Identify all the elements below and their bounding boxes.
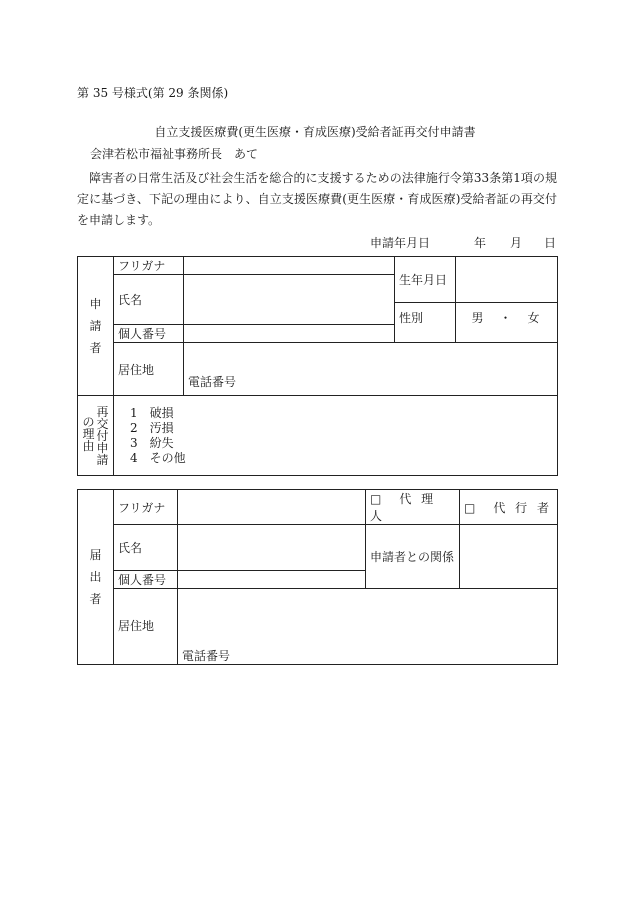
notifier-table xyxy=(77,489,558,665)
notifier-name-label: 氏名 xyxy=(114,525,178,571)
reason-option-2[interactable]: 2 汚損 xyxy=(130,421,174,435)
body-text: 障害者の日常生活及び社会生活を総合的に支援するための法律施行令第33条第1項の規定に基づき、下記の理由により、自立支援医療費(更生医療・育成医療)受給者証の再交付を申請します。 xyxy=(77,171,557,227)
notifier-section-label: 届 出 者 xyxy=(78,490,114,665)
applicant-id-label: 個人番号 xyxy=(114,325,184,343)
relation-label: 申請者との関係 xyxy=(366,525,460,589)
reason-options[interactable] xyxy=(114,396,558,476)
date-year: 年 xyxy=(473,236,486,250)
notifier-id-field[interactable] xyxy=(178,571,366,589)
date-month: 月 xyxy=(509,236,522,250)
reason-section-label: の 理 由 再 交 付 申 請 xyxy=(78,396,114,476)
notifier-id-label: 個人番号 xyxy=(114,571,178,589)
notifier-furigana-label: フリガナ xyxy=(114,490,178,525)
applicant-furigana-label: フリガナ xyxy=(114,257,184,275)
notifier-address-field[interactable] xyxy=(178,589,558,665)
date-day: 日 xyxy=(543,236,556,250)
notifier-furigana-field[interactable] xyxy=(178,490,366,525)
applicant-address-label: 居住地 xyxy=(114,343,184,396)
reason-option-3[interactable]: 3 紛失 xyxy=(130,436,174,450)
agent-checkbox[interactable]: □ 代 理 人 xyxy=(366,490,460,525)
reason-option-1[interactable]: 1 破損 xyxy=(130,406,174,420)
applicant-table xyxy=(77,256,558,476)
date-label: 申請年月日 xyxy=(369,236,430,250)
document-title: 自立支援医療費(更生医療・育成医療)受給者証再交付申請書 xyxy=(154,125,476,139)
applicant-phone-label: 電話番号 xyxy=(188,375,237,389)
applicant-address-field[interactable] xyxy=(184,343,558,396)
relation-field[interactable] xyxy=(460,525,558,589)
applicant-section-label: 申 請 者 xyxy=(78,257,114,396)
birthdate-field[interactable] xyxy=(456,257,558,303)
proxy-checkbox[interactable]: □ 代 行 者 xyxy=(460,490,558,525)
addressee: 会津若松市福祉事務所長 あて xyxy=(90,147,259,161)
applicant-name-field[interactable] xyxy=(184,275,395,325)
applicant-name-label: 氏名 xyxy=(114,275,184,325)
birthdate-label: 生年月日 xyxy=(395,257,456,303)
sex-label: 性別 xyxy=(395,303,456,343)
sex-options[interactable]: 男 ・ 女 xyxy=(456,303,558,343)
notifier-address-label: 居住地 xyxy=(114,589,178,665)
applicant-furigana-field[interactable] xyxy=(184,257,395,275)
applicant-id-field[interactable] xyxy=(184,325,395,343)
notifier-name-field[interactable] xyxy=(178,525,366,571)
application-date xyxy=(370,234,556,251)
form-number: 第 35 号様式(第 29 条関係) xyxy=(77,86,229,100)
notifier-phone-label: 電話番号 xyxy=(182,649,231,663)
reason-option-4[interactable]: 4 その他 xyxy=(130,451,186,465)
